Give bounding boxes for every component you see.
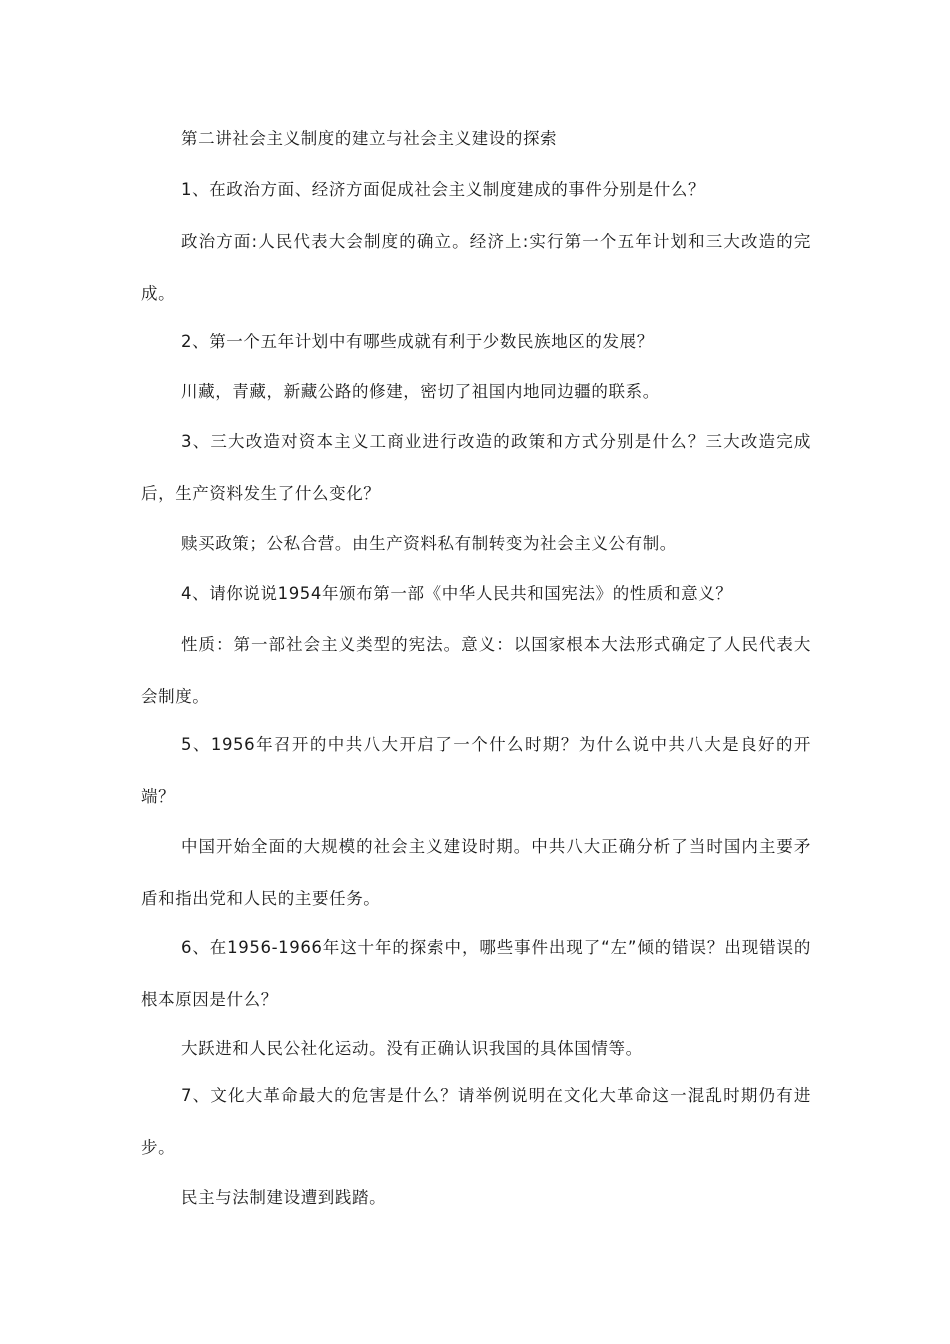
answer-2: 川藏，青藏，新藏公路的修建，密切了祖国内地同边疆的联系。 <box>181 382 660 401</box>
answer-5: 中国开始全面的大规模的社会主义建设时期。中共八大正确分析了当时国内主要矛盾和指出党和人民的主要任务。 <box>141 837 811 908</box>
question-5: 5、1956年召开的中共八大开启了一个什么时期？为什么说中共八大是良好的开端？ <box>141 735 811 806</box>
document-title: 第二讲社会主义制度的建立与社会主义建设的探索 <box>181 129 558 148</box>
question-2: 2、第一个五年计划中有哪些成就有利于少数民族地区的发展？ <box>181 332 654 351</box>
question-4: 4、请你说说1954年颁布第一部《中华人民共和国宪法》的性质和意义？ <box>181 584 733 603</box>
answer-6: 大跃进和人民公社化运动。没有正确认识我国的具体国情等。 <box>181 1039 643 1058</box>
answer-7: 民主与法制建设遭到践踏。 <box>181 1188 387 1207</box>
question-1: 1、在政治方面、经济方面促成社会主义制度建成的事件分别是什么？ <box>181 180 706 199</box>
answer-1: 政治方面:人民代表大会制度的确立。经济上:实行第一个五年计划和三大改造的完成。 <box>141 232 811 303</box>
question-3: 3、三大改造对资本主义工商业进行改造的政策和方式分别是什么？三大改造完成后，生产资料发生了什么变化？ <box>141 432 811 503</box>
question-7: 7、文化大革命最大的危害是什么？请举例说明在文化大革命这一混乱时期仍有进步。 <box>141 1086 811 1157</box>
answer-4: 性质：第一部社会主义类型的宪法。意义：以国家根本大法形式确定了人民代表大会制度。 <box>141 635 811 706</box>
question-6: 6、在1956-1966年这十年的探索中，哪些事件出现了“左”倾的错误？出现错误的根本原因是什么？ <box>141 938 811 1009</box>
answer-3: 赎买政策；公私合营。由生产资料私有制转变为社会主义公有制。 <box>181 534 677 553</box>
